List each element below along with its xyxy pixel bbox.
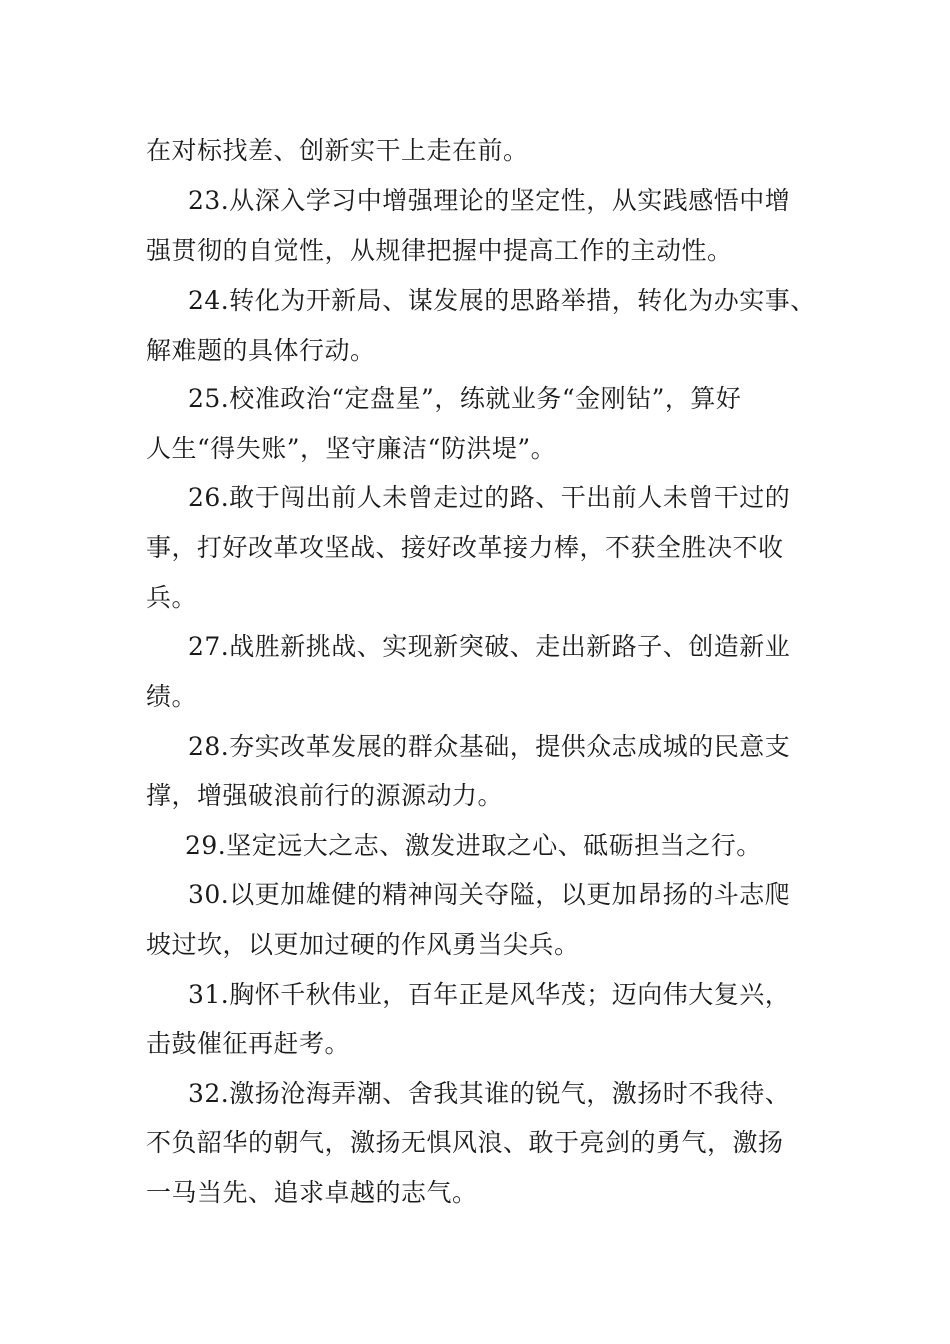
text-line: 不负韶华的朝气，激扬无惧风浪、敢于亮剑的勇气，激扬 bbox=[146, 1128, 784, 1157]
text-line: 兵。 bbox=[146, 583, 198, 612]
text-line: 29.坚定远大之志、激发进取之心、砥砺担当之行。 bbox=[185, 831, 762, 860]
text-line: 事，打好改革攻坚战、接好改革接力棒，不获全胜决不收 bbox=[146, 533, 784, 562]
text-line: 23.从深入学习中增强理论的坚定性，从实践感悟中增 bbox=[188, 186, 791, 215]
text-line: 击鼓催征再赶考。 bbox=[146, 1029, 351, 1058]
text-line: 27.战胜新挑战、实现新突破、走出新路子、创造新业 bbox=[188, 632, 791, 661]
text-line: 26.敢于闯出前人未曾走过的路、干出前人未曾干过的 bbox=[188, 483, 791, 512]
text-line: 28.夯实改革发展的群众基础，提供众志成城的民意支 bbox=[188, 732, 791, 761]
text-line: 在对标找差、创新实干上走在前。 bbox=[146, 136, 529, 165]
text-line: 31.胸怀千秋伟业，百年正是风华茂；迈向伟大复兴， bbox=[188, 980, 791, 1009]
text-line: 解难题的具体行动。 bbox=[146, 336, 376, 365]
text-line: 坡过坎，以更加过硬的作风勇当尖兵。 bbox=[146, 930, 580, 959]
text-line: 32.激扬沧海弄潮、舍我其谁的锐气，激扬时不我待、 bbox=[188, 1079, 791, 1108]
text-line: 撑，增强破浪前行的源源动力。 bbox=[146, 781, 504, 810]
text-line: 绩。 bbox=[146, 682, 198, 711]
text-line: 25.校准政治“定盘星”，练就业务“金刚钻”，算好 bbox=[188, 384, 742, 413]
text-line: 24.转化为开新局、谋发展的思路举措，转化为办实事、 bbox=[188, 286, 816, 315]
text-line: 强贯彻的自觉性，从规律把握中提高工作的主动性。 bbox=[146, 236, 733, 265]
text-line: 人生“得失账”，坚守廉洁“防洪堤”。 bbox=[146, 434, 557, 463]
text-line: 一马当先、追求卓越的志气。 bbox=[146, 1178, 478, 1207]
text-line: 30.以更加雄健的精神闯关夺隘，以更加昂扬的斗志爬 bbox=[188, 880, 791, 909]
